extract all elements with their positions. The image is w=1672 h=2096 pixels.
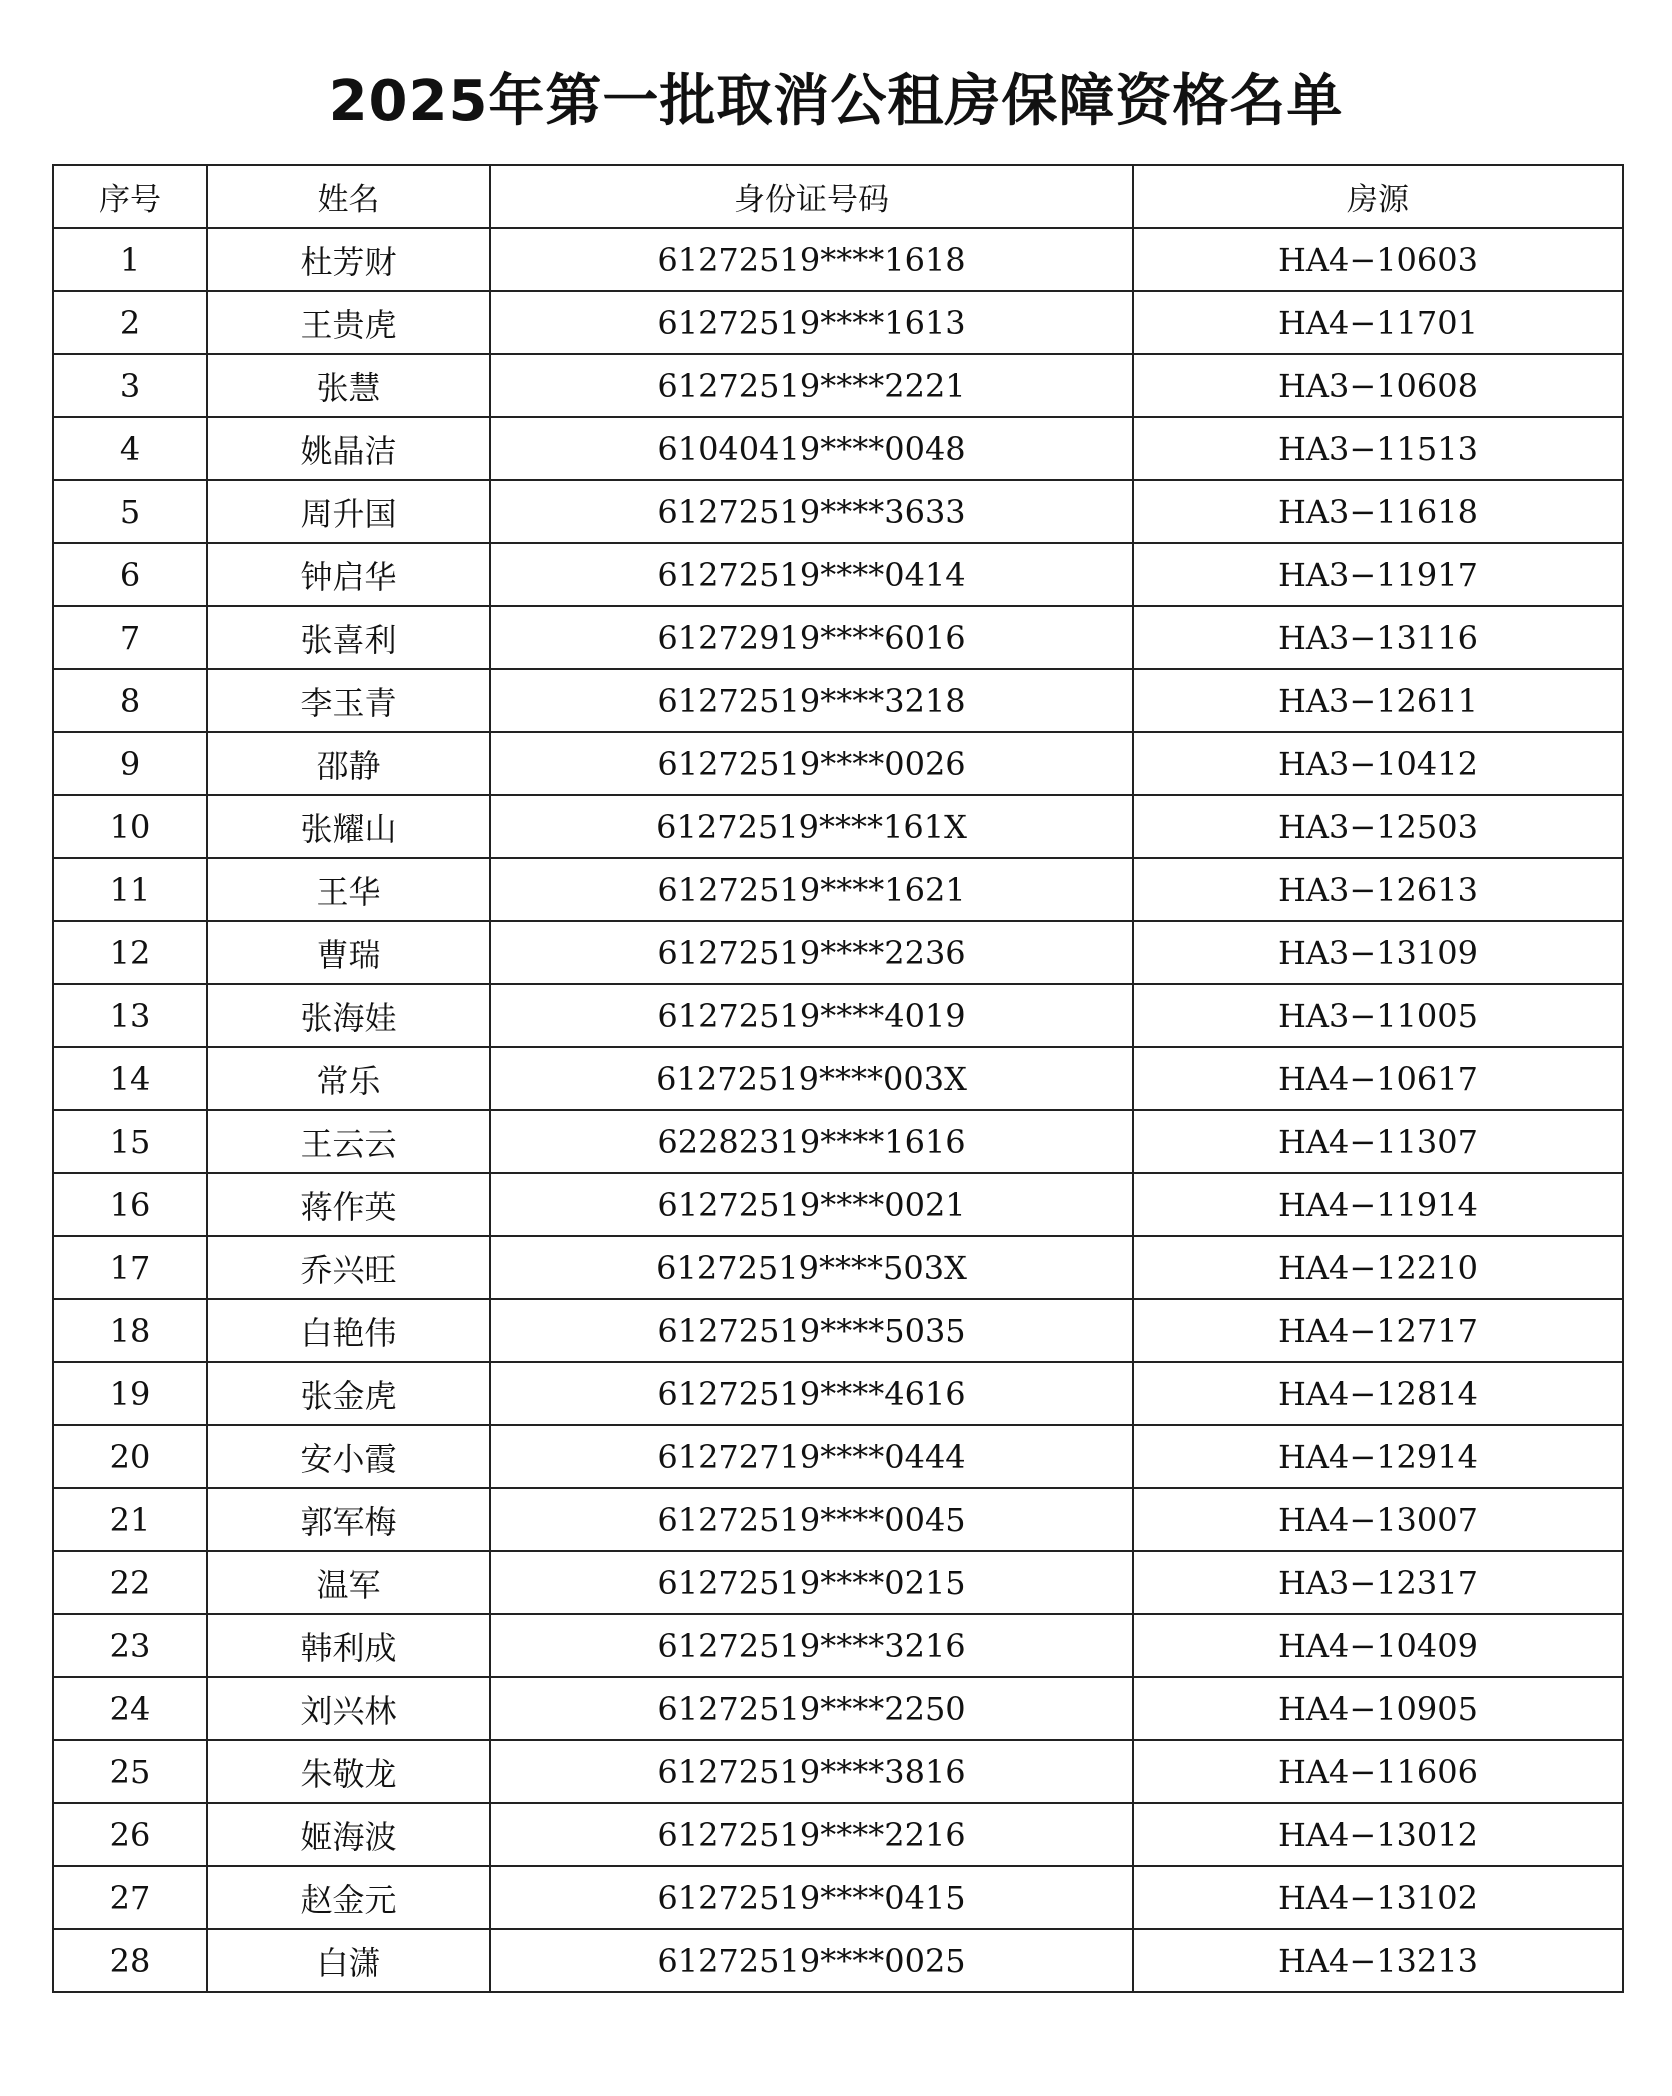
cell-name: 王华 bbox=[207, 858, 490, 921]
cell-index: 12 bbox=[53, 921, 207, 984]
cell-housing: HA3−12317 bbox=[1133, 1551, 1623, 1614]
table-header-row bbox=[53, 165, 1623, 228]
cell-name: 白潇 bbox=[207, 1929, 490, 1992]
cell-name: 蒋作英 bbox=[207, 1173, 490, 1236]
table-row bbox=[53, 1551, 1623, 1614]
cell-id-number: 61272519****503X bbox=[490, 1236, 1133, 1299]
cell-name: 温军 bbox=[207, 1551, 490, 1614]
cell-name: 张耀山 bbox=[207, 795, 490, 858]
table-row bbox=[53, 1362, 1623, 1425]
cell-name: 张海娃 bbox=[207, 984, 490, 1047]
cell-id-number: 61272519****161X bbox=[490, 795, 1133, 858]
table-row bbox=[53, 417, 1623, 480]
roster-table bbox=[52, 164, 1624, 1993]
cell-housing: HA3−10412 bbox=[1133, 732, 1623, 795]
cell-housing: HA3−10608 bbox=[1133, 354, 1623, 417]
cell-housing: HA3−12611 bbox=[1133, 669, 1623, 732]
header-name: 姓名 bbox=[207, 165, 490, 228]
cell-housing: HA3−12613 bbox=[1133, 858, 1623, 921]
cell-index: 27 bbox=[53, 1866, 207, 1929]
cell-housing: HA4−10603 bbox=[1133, 228, 1623, 291]
cell-housing: HA3−11513 bbox=[1133, 417, 1623, 480]
cell-housing: HA3−11917 bbox=[1133, 543, 1623, 606]
cell-id-number: 61272519****3218 bbox=[490, 669, 1133, 732]
cell-name: 乔兴旺 bbox=[207, 1236, 490, 1299]
cell-index: 17 bbox=[53, 1236, 207, 1299]
cell-id-number: 61272519****0045 bbox=[490, 1488, 1133, 1551]
cell-housing: HA4−12814 bbox=[1133, 1362, 1623, 1425]
cell-id-number: 61272519****0021 bbox=[490, 1173, 1133, 1236]
cell-name: 曹瑞 bbox=[207, 921, 490, 984]
cell-id-number: 62282319****1616 bbox=[490, 1110, 1133, 1173]
cell-index: 4 bbox=[53, 417, 207, 480]
cell-id-number: 61272519****2236 bbox=[490, 921, 1133, 984]
table-row bbox=[53, 1866, 1623, 1929]
cell-index: 11 bbox=[53, 858, 207, 921]
table-row bbox=[53, 1425, 1623, 1488]
cell-housing: HA3−11618 bbox=[1133, 480, 1623, 543]
cell-name: 张金虎 bbox=[207, 1362, 490, 1425]
table-row bbox=[53, 1299, 1623, 1362]
cell-housing: HA4−13012 bbox=[1133, 1803, 1623, 1866]
cell-index: 8 bbox=[53, 669, 207, 732]
cell-name: 赵金元 bbox=[207, 1866, 490, 1929]
cell-index: 1 bbox=[53, 228, 207, 291]
cell-index: 3 bbox=[53, 354, 207, 417]
table-row bbox=[53, 1110, 1623, 1173]
cell-housing: HA3−12503 bbox=[1133, 795, 1623, 858]
table-row bbox=[53, 543, 1623, 606]
cell-id-number: 61272519****0414 bbox=[490, 543, 1133, 606]
table-row bbox=[53, 1677, 1623, 1740]
cell-housing: HA3−13109 bbox=[1133, 921, 1623, 984]
cell-name: 王贵虎 bbox=[207, 291, 490, 354]
table-row bbox=[53, 1488, 1623, 1551]
cell-index: 22 bbox=[53, 1551, 207, 1614]
header-index: 序号 bbox=[53, 165, 207, 228]
cell-name: 常乐 bbox=[207, 1047, 490, 1110]
cell-index: 9 bbox=[53, 732, 207, 795]
cell-id-number: 61272919****6016 bbox=[490, 606, 1133, 669]
cell-id-number: 61272519****003X bbox=[490, 1047, 1133, 1110]
cell-id-number: 61272519****3216 bbox=[490, 1614, 1133, 1677]
cell-id-number: 61272519****4019 bbox=[490, 984, 1133, 1047]
table-row bbox=[53, 921, 1623, 984]
cell-name: 姚晶洁 bbox=[207, 417, 490, 480]
table-row bbox=[53, 1929, 1623, 1992]
cell-id-number: 61272519****3816 bbox=[490, 1740, 1133, 1803]
table-row bbox=[53, 732, 1623, 795]
cell-name: 张喜利 bbox=[207, 606, 490, 669]
cell-index: 28 bbox=[53, 1929, 207, 1992]
table-row bbox=[53, 1173, 1623, 1236]
cell-housing: HA3−11005 bbox=[1133, 984, 1623, 1047]
cell-housing: HA4−11914 bbox=[1133, 1173, 1623, 1236]
cell-name: 张慧 bbox=[207, 354, 490, 417]
cell-name: 王云云 bbox=[207, 1110, 490, 1173]
cell-name: 邵静 bbox=[207, 732, 490, 795]
cell-index: 19 bbox=[53, 1362, 207, 1425]
cell-name: 朱敬龙 bbox=[207, 1740, 490, 1803]
cell-index: 21 bbox=[53, 1488, 207, 1551]
table-body bbox=[53, 228, 1623, 1992]
cell-id-number: 61272519****0026 bbox=[490, 732, 1133, 795]
cell-id-number: 61272519****0415 bbox=[490, 1866, 1133, 1929]
header-housing: 房源 bbox=[1133, 165, 1623, 228]
cell-name: 周升国 bbox=[207, 480, 490, 543]
cell-index: 5 bbox=[53, 480, 207, 543]
cell-housing: HA4−11701 bbox=[1133, 291, 1623, 354]
cell-id-number: 61272519****2221 bbox=[490, 354, 1133, 417]
cell-housing: HA4−10409 bbox=[1133, 1614, 1623, 1677]
cell-housing: HA3−13116 bbox=[1133, 606, 1623, 669]
cell-index: 25 bbox=[53, 1740, 207, 1803]
cell-name: 白艳伟 bbox=[207, 1299, 490, 1362]
cell-id-number: 61272519****0215 bbox=[490, 1551, 1133, 1614]
header-id-number: 身份证号码 bbox=[490, 165, 1133, 228]
cell-id-number: 61272519****1621 bbox=[490, 858, 1133, 921]
cell-name: 姬海波 bbox=[207, 1803, 490, 1866]
cell-id-number: 61272519****3633 bbox=[490, 480, 1133, 543]
cell-index: 24 bbox=[53, 1677, 207, 1740]
cell-index: 23 bbox=[53, 1614, 207, 1677]
cell-index: 16 bbox=[53, 1173, 207, 1236]
cell-index: 20 bbox=[53, 1425, 207, 1488]
cell-id-number: 61272519****2216 bbox=[490, 1803, 1133, 1866]
cell-id-number: 61272519****2250 bbox=[490, 1677, 1133, 1740]
page-title: 2025年第一批取消公租房保障资格名单 bbox=[328, 69, 1344, 134]
cell-housing: HA4−11606 bbox=[1133, 1740, 1623, 1803]
table-row bbox=[53, 984, 1623, 1047]
cell-id-number: 61272519****1618 bbox=[490, 228, 1133, 291]
cell-name: 钟启华 bbox=[207, 543, 490, 606]
cell-housing: HA4−13007 bbox=[1133, 1488, 1623, 1551]
table-row bbox=[53, 606, 1623, 669]
cell-index: 18 bbox=[53, 1299, 207, 1362]
table-row bbox=[53, 795, 1623, 858]
cell-index: 6 bbox=[53, 543, 207, 606]
cell-name: 安小霞 bbox=[207, 1425, 490, 1488]
cell-housing: HA4−13213 bbox=[1133, 1929, 1623, 1992]
table-row bbox=[53, 1740, 1623, 1803]
cell-id-number: 61272519****4616 bbox=[490, 1362, 1133, 1425]
table-row bbox=[53, 1614, 1623, 1677]
cell-name: 杜芳财 bbox=[207, 228, 490, 291]
table-row bbox=[53, 858, 1623, 921]
table-row bbox=[53, 669, 1623, 732]
table-row bbox=[53, 480, 1623, 543]
cell-housing: HA4−10905 bbox=[1133, 1677, 1623, 1740]
table-row bbox=[53, 291, 1623, 354]
cell-name: 韩利成 bbox=[207, 1614, 490, 1677]
cell-index: 10 bbox=[53, 795, 207, 858]
cell-housing: HA4−12210 bbox=[1133, 1236, 1623, 1299]
cell-name: 刘兴林 bbox=[207, 1677, 490, 1740]
cell-name: 郭军梅 bbox=[207, 1488, 490, 1551]
cell-id-number: 61272519****1613 bbox=[490, 291, 1133, 354]
cell-housing: HA4−13102 bbox=[1133, 1866, 1623, 1929]
table-row bbox=[53, 1236, 1623, 1299]
cell-id-number: 61040419****0048 bbox=[490, 417, 1133, 480]
cell-housing: HA4−12914 bbox=[1133, 1425, 1623, 1488]
cell-id-number: 61272719****0444 bbox=[490, 1425, 1133, 1488]
cell-index: 26 bbox=[53, 1803, 207, 1866]
cell-name: 李玉青 bbox=[207, 669, 490, 732]
table-row bbox=[53, 354, 1623, 417]
table-row bbox=[53, 1803, 1623, 1866]
cell-index: 13 bbox=[53, 984, 207, 1047]
cell-housing: HA4−10617 bbox=[1133, 1047, 1623, 1110]
table-row bbox=[53, 1047, 1623, 1110]
cell-index: 7 bbox=[53, 606, 207, 669]
cell-housing: HA4−12717 bbox=[1133, 1299, 1623, 1362]
table-row bbox=[53, 228, 1623, 291]
cell-id-number: 61272519****5035 bbox=[490, 1299, 1133, 1362]
cell-housing: HA4−11307 bbox=[1133, 1110, 1623, 1173]
cell-index: 15 bbox=[53, 1110, 207, 1173]
cell-index: 2 bbox=[53, 291, 207, 354]
cell-index: 14 bbox=[53, 1047, 207, 1110]
cell-id-number: 61272519****0025 bbox=[490, 1929, 1133, 1992]
